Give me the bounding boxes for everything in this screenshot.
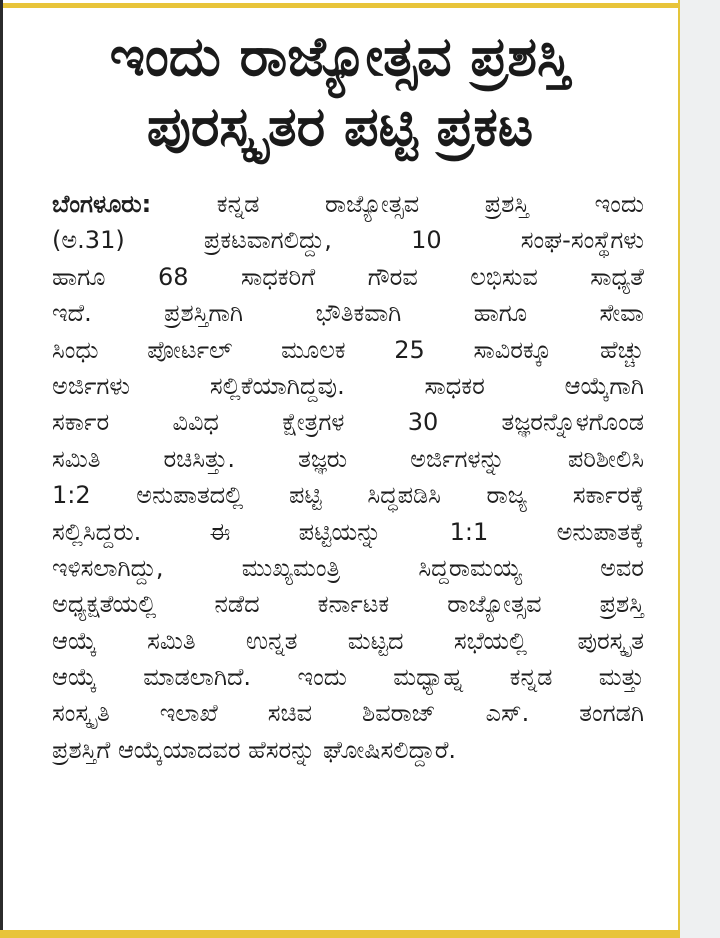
body-line-1 — [52, 186, 644, 222]
top-accent-rule — [0, 3, 680, 8]
body-line-5: ಸಿಂಧು ಪೋರ್ಟಲ್ ಮೂಲಕ 25 ಸಾವಿರಕ್ಕೂ ಹೆಚ್ಚು — [52, 335, 644, 364]
headline-line-1: ಇಂದು ರಾಜ್ಯೋತ್ಸವ ಪ್ರಶಸ್ತಿ — [109, 25, 571, 88]
page-margin — [680, 0, 720, 938]
body-line-1-text: ಕನ್ನಡ ರಾಜ್ಯೋತ್ಸವ ಪ್ರಶಸ್ತಿ ಇಂದು — [151, 190, 644, 218]
body-line-16: ಪ್ರಶಸ್ತಿಗೆ ಆಯ್ಕೆಯಾದವರ ಹೆಸರನ್ನು ಘೋಷಿಸಲಿದ್ದಾರೆ. — [52, 735, 457, 764]
body-line-10: ಸಲ್ಲಿಸಿದ್ದರು. ಈ ಪಟ್ಟಿಯನ್ನು 1:1 ಅನುಪಾತಕ್ಕೆ — [52, 517, 644, 546]
body-line-13: ಆಯ್ಕೆ ಸಮಿತಿ ಉನ್ನತ ಮಟ್ಟದ ಸಭೆಯಲ್ಲಿ ಪುರಸ್ಕೃತ — [52, 626, 644, 655]
headline-line-2: ಪುರಸ್ಕೃತರ ಪಟ್ಟಿ ಪ್ರಕಟ — [146, 95, 534, 158]
body-line-6: ಅರ್ಜಿಗಳು ಸಲ್ಲಿಕೆಯಾಗಿದ್ದವು. ಸಾಧಕರ ಆಯ್ಕೆಗಾಗಿ — [52, 371, 644, 400]
bottom-accent-rule — [0, 930, 680, 938]
body-line-7: ಸರ್ಕಾರ ವಿವಿಧ ಕ್ಷೇತ್ರಗಳ 30 ತಜ್ಞರನ್ನೊಳಗೊಂಡ — [52, 408, 644, 437]
body-line-4: ಇದೆ. ಪ್ರಶಸ್ತಿಗಾಗಿ ಭೌತಿಕವಾಗಿ ಹಾಗೂ ಸೇವಾ — [52, 299, 644, 328]
body-line-3: ಹಾಗೂ 68 ಸಾಧಕರಿಗೆ ಗೌರವ ಲಭಿಸುವ ಸಾಧ್ಯತೆ — [52, 262, 644, 291]
body-line-8: ಸಮಿತಿ ರಚಿಸಿತ್ತು. ತಜ್ಞರು ಅರ್ಜಿಗಳನ್ನು ಪರಿಶೀಲಿಸಿ — [52, 444, 644, 473]
body-line-9: 1:2 ಅನುಪಾತದಲ್ಲಿ ಪಟ್ಟಿ ಸಿದ್ಧಪಡಿಸಿ ರಾಜ್ಯ ಸರ್ಕಾರಕ್ಕೆ — [52, 481, 644, 510]
article-body — [52, 186, 644, 768]
body-line-11: ಇಳಿಸಲಾಗಿದ್ದು, ಮುಖ್ಯಮಂತ್ರಿ ಸಿದ್ದರಾಮಯ್ಯ ಅವರ — [52, 553, 644, 582]
dateline: ಬೆಂಗಳೂರು: — [52, 190, 152, 218]
headline — [10, 22, 670, 162]
body-line-2: (ಅ.31) ಪ್ರಕಟವಾಗಲಿದ್ದು, 10 ಸಂಘ-ಸಂಸ್ಥೆಗಳು — [52, 226, 644, 255]
left-column-rule — [0, 0, 3, 938]
body-line-14: ಆಯ್ಕೆ ಮಾಡಲಾಗಿದೆ. ಇಂದು ಮಧ್ಯಾಹ್ನ ಕನ್ನಡ ಮತ್ತು — [52, 663, 644, 692]
body-line-12: ಅಧ್ಯಕ್ಷತೆಯಲ್ಲಿ ನಡೆದ ಕರ್ನಾಟಕ ರಾಜ್ಯೋತ್ಸವ ಪ್ರಶಸ್ತಿ — [52, 590, 644, 619]
body-line-15: ಸಂಸ್ಕೃತಿ ಇಲಾಖೆ ಸಚಿವ ಶಿವರಾಜ್ ಎಸ್. ತಂಗಡಗಿ — [52, 699, 644, 728]
